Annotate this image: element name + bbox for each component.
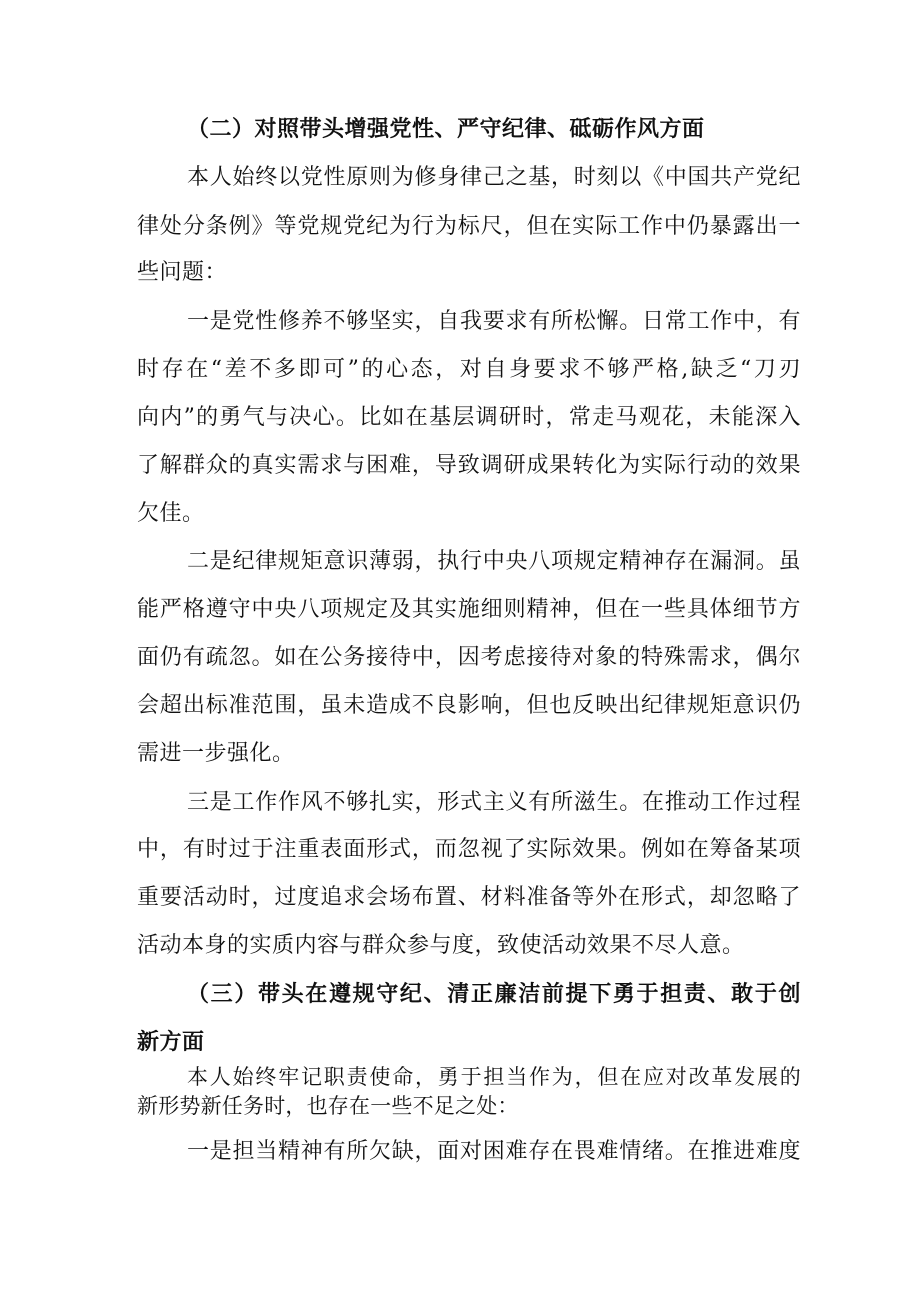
section-3-intro-line-1: 本人始终牢记职责使命，勇于担当作为，但在应对改革发展的 <box>187 1065 801 1089</box>
section-2-intro-line-3: 些问题： <box>137 260 228 285</box>
section-2-point-2-line-1: 二是纪律规矩意识薄弱，执行中央八项规定精神存在漏洞。虽 <box>187 549 801 574</box>
section-3-point-1-line-1: 一是担当精神有所欠缺，面对困难存在畏难情绪。在推进难度 <box>187 1139 801 1164</box>
section-2-point-1-line-2: 时存在“差不多即可”的心态，对自身要求不够严格,缺乏“刀刃 <box>137 357 801 382</box>
section-3-intro-line-2: 新形势新任务时，也存在一些不足之处： <box>137 1094 519 1118</box>
section-2-intro-line-1: 本人始终以党性原则为修身律己之基，时刻以《中国共产党纪 <box>187 165 801 190</box>
section-2-point-2-line-3: 面仍有疏忽。如在公务接待中，因考虑接待对象的特殊需求，偶尔 <box>137 645 801 670</box>
section-2-point-3-line-1: 三是工作作风不够扎实，形式主义有所滋生。在推动工作过程 <box>187 790 801 815</box>
section-2-point-1-line-4: 了解群众的真实需求与困难，导致调研成果转化为实际行动的效果 <box>137 453 801 478</box>
section-2-point-3-line-4: 活动本身的实质内容与群众参与度，致使活动效果不尽人意。 <box>137 933 745 958</box>
section-2-point-2-line-5: 需进一步强化。 <box>137 741 295 766</box>
section-2-point-2-line-2: 能严格遵守中央八项规定及其实施细则精神，但在一些具体细节方 <box>137 597 801 622</box>
section-2-point-3-line-3: 重要活动时，过度追求会场布置、材料准备等外在形式，却忽略了 <box>137 885 801 910</box>
section-2-heading: （二）对照带头增强党性、严守纪律、砥砺作风方面 <box>187 117 705 142</box>
section-2-point-1-line-5: 欠佳。 <box>137 501 205 526</box>
section-2-intro-line-2: 律处分条例》等党规党纪为行为标尺，但在实际工作中仍暴露出一 <box>137 214 801 239</box>
section-3-heading-line-1: （三）带头在遵规守纪、清正廉洁前提下勇于担责、敢于创 <box>187 982 801 1007</box>
section-2-point-3-line-2: 中，有时过于注重表面形式，而忽视了实际效果。例如在筹备某项 <box>137 837 801 862</box>
section-2-point-1-line-3: 向内”的勇气与决心。比如在基层调研时，常走马观花，未能深入 <box>137 405 801 430</box>
section-2-point-1-line-1: 一是党性修养不够坚实，自我要求有所松懈。日常工作中，有 <box>187 309 801 334</box>
section-2-point-2-line-4: 会超出标准范围，虽未造成不良影响，但也反映出纪律规矩意识仍 <box>137 693 801 718</box>
section-3-heading-line-2: 新方面 <box>137 1030 205 1055</box>
